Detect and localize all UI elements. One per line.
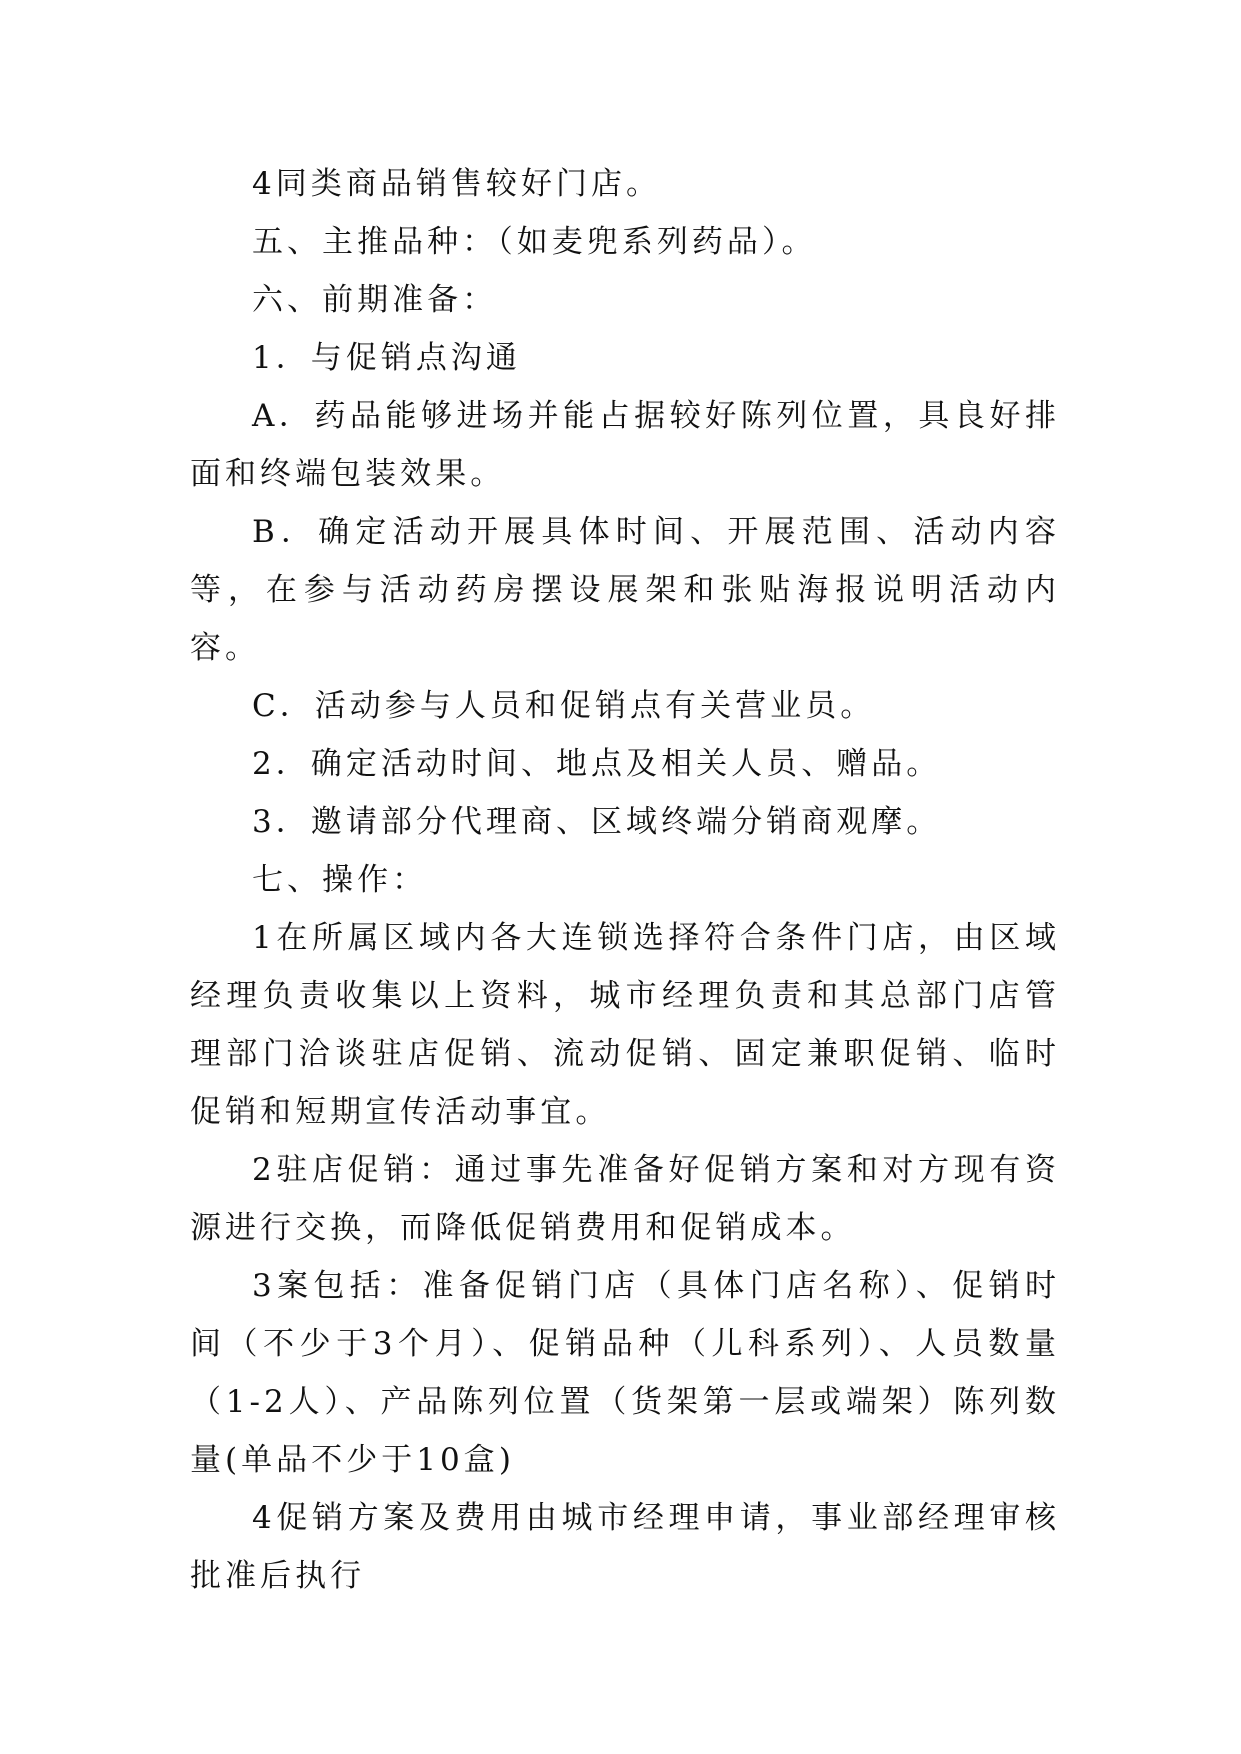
paragraph-prep-3: 3．邀请部分代理商、区域终端分销商观摩。 xyxy=(252,804,942,840)
paragraph-operation-3: 3案包括：准备促销门店（具体门店名称）、促销时间（不少于3个月）、促销品种（儿科系列）、人员数量（1-2人）、产品陈列位置（货架第一层或端架）陈列数量(单品不少于10盒) xyxy=(190,1268,1060,1478)
paragraph-prep-1a: A．药品能够进场并能占据较好陈列位置，具良好排面和终端包装效果。 xyxy=(190,398,1060,492)
paragraph-store-criteria-4: 4同类商品销售较好门店。 xyxy=(252,166,662,202)
paragraph-prep-1b: B．确定活动开展具体时间、开展范围、活动内容等，在参与活动药房摆设展架和张贴海报说明活动内容。 xyxy=(190,514,1060,666)
paragraph-operation-2: 2驻店促销：通过事先准备好促销方案和对方现有资源进行交换，而降低促销费用和促销成本。 xyxy=(190,1152,1060,1246)
paragraph-prep-1: 1．与促销点沟通 xyxy=(252,340,521,376)
paragraph-operation-1: 1在所属区域内各大连锁选择符合条件门店，由区域经理负责收集以上资料，城市经理负责和其总部门店管理部门洽谈驻店促销、流动促销、固定兼职促销、临时促销和短期宣传活动事宜。 xyxy=(190,920,1060,1130)
paragraph-operation-4: 4促销方案及费用由城市经理申请，事业部经理审核批准后执行 xyxy=(190,1500,1060,1594)
paragraph-prep-1c: C．活动参与人员和促销点有关营业员。 xyxy=(252,688,876,724)
section-heading-operation: 七、操作： xyxy=(252,862,428,898)
section-heading-preparation: 六、前期准备： xyxy=(252,282,498,318)
document-body xyxy=(190,155,1060,1605)
section-heading-main-products: 五、主推品种：（如麦兜系列药品）。 xyxy=(252,224,817,260)
paragraph-prep-2: 2．确定活动时间、地点及相关人员、赠品。 xyxy=(252,746,942,782)
